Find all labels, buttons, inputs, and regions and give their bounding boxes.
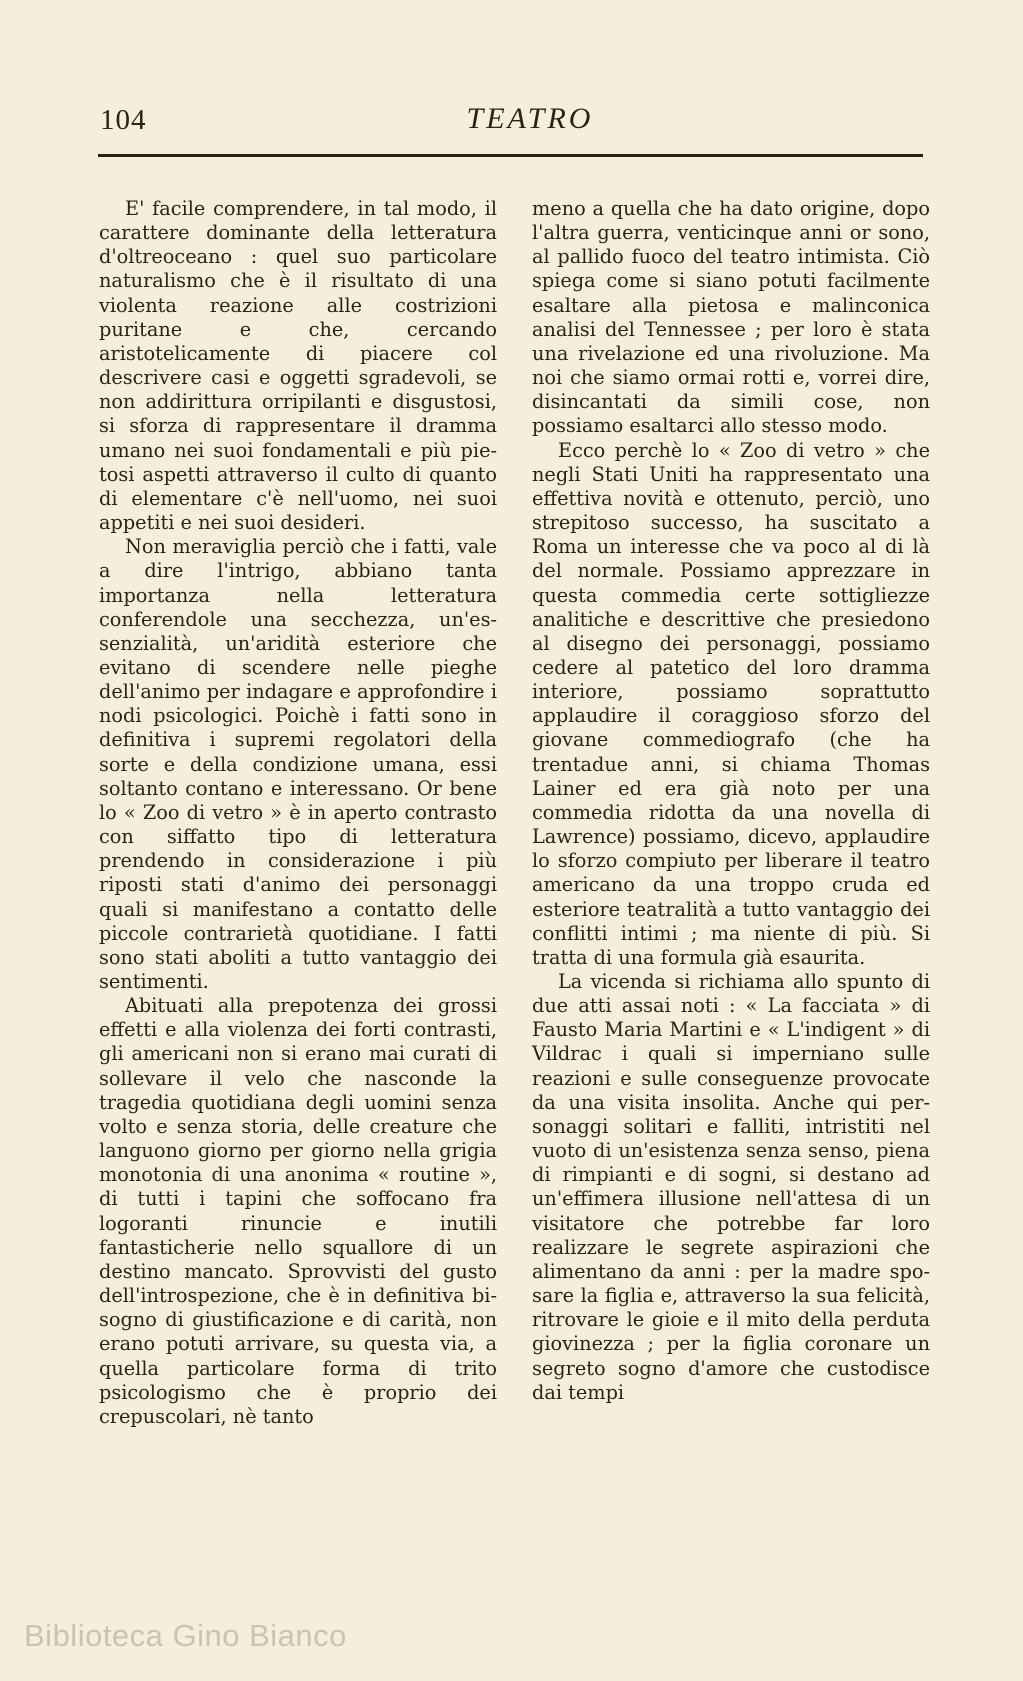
page-number: 104 [100,104,147,136]
paragraph: E' facile comprendere, in tal modo, il carattere dominante della letteratura d'oltreoceano : quel suo particolare naturalismo che è il risultato di una violenta reazione alle costrizioni puritane e che, cercando aristotelicamente di piacere col descrivere casi e oggetti sgradevoli, se non addirittura orripilanti e disgustosi, si sforza di rappresentare il dramma umano nei suoi fondamentali e più pietosi aspetti attraverso il culto di quanto di elementare c'è nell'uomo, nei suoi appetiti e nei suoi desideri. [99,197,497,535]
paragraph: Ecco perchè lo « Zoo di vetro » che negli Stati Uniti ha rappresentato una effettiva novità e ottenuto, perciò, uno strepitoso successo, ha suscitato a Roma un interesse che va poco al di là del normale. Possiamo apprezzare in questa commedia certe sottigliezze analitiche e descrittive che presiedono al disegno dei personaggi, possiamo cedere al patetico del loro dramma interiore, possiamo soprattutto applaudire il coraggioso sforzo del giovane commediografo (che ha trentadue anni, si chiama Thomas Lainer ed era già noto per una commedia ridotta da una novella di Lawrence) possiamo, dicevo, applaudire lo sforzo compiuto per liberare il teatro americano da una troppo cruda ed esteriore teatralità a tutto vantaggio dei conflitti intimi ; ma niente di più. Si tratta di una formula già esaurita. [532,438,930,969]
right-column [532,197,930,1405]
left-column [99,197,497,1429]
paragraph: meno a quella che ha dato origine, dopo l'altra guerra, venticinque anni or sono, al pallido fuoco del teatro intimista. Ciò spiega come si siano potuti facilmente esaltare alla pietosa e malinconica analisi del Tennessee ; per loro è stata una rivelazione ed una rivoluzione. Ma noi che siamo ormai rotti e, vorrei dire, disincantati da simili cose, non possiamo esaltarci allo stesso modo. [532,197,930,438]
running-title: TEATRO [466,102,594,135]
paragraph: Abituati alla prepotenza dei grossi effetti e alla violenza dei forti contrasti, gli americani non si erano mai curati di sollevare il velo che nasconde la tragedia quotidiana degli uomini senza volto e senza storia, delle creature che languono giorno per giorno nella grigia monotonia di una anonima « routine », di tutti i tapini che soffocano fra logoranti rinuncie e inutili fantasticherie nello squallore di un destino mancato. Sprovvisti del gusto dell'introspezione, che è in definitiva bisogno di giustificazione e di carità, non erano potuti arrivare, su questa via, a quella particolare forma di trito psicologismo che è proprio dei crepuscolari, nè tanto [99,994,497,1428]
paragraph: La vicenda si richiama allo spunto di due atti assai noti : « La facciata » di Fausto Maria Martini e « L'indigent » di Vildrac i quali si imperniano sulle reazioni e sulle conseguenze provocate da una visita insolita. Anche qui personaggi solitari e falliti, intristiti nel vuoto di un'esistenza senza senso, piena di rimpianti e di sogni, si destano ad un'effimera illusione nell'attesa di un visitatore che potrebbe far loro realizzare le segrete aspirazioni che alimentano da anni : per la madre sposare la figlia e, attraverso la sua felicità, ritrovare le gioie e il mito della perduta giovinezza ; per la figlia coronare un segreto sogno d'amore che custodisce dai tempi [532,970,930,1404]
paragraph: Non meraviglia perciò che i fatti, vale a dire l'intrigo, abbiano tanta importanza nella letteratura conferendole una secchezza, un'essenzialità, un'aridità esteriore che evitano di scendere nelle pieghe dell'animo per indagare e approfondire i nodi psicologici. Poichè i fatti sono in definitiva i supremi regolatori della sorte e della condizione umana, essi soltanto contano e interessano. Or bene lo « Zoo di vetro » è in aperto contrasto con siffatto tipo di letteratura prendendo in considerazione i più riposti stati d'animo dei personaggi quali si manifestano a contatto delle piccole contrarietà quotidiane. I fatti sono stati aboliti a tutto vantaggio dei sentimenti. [99,535,497,993]
header-rule [98,154,923,157]
library-watermark: Biblioteca Gino Bianco [24,1618,347,1653]
